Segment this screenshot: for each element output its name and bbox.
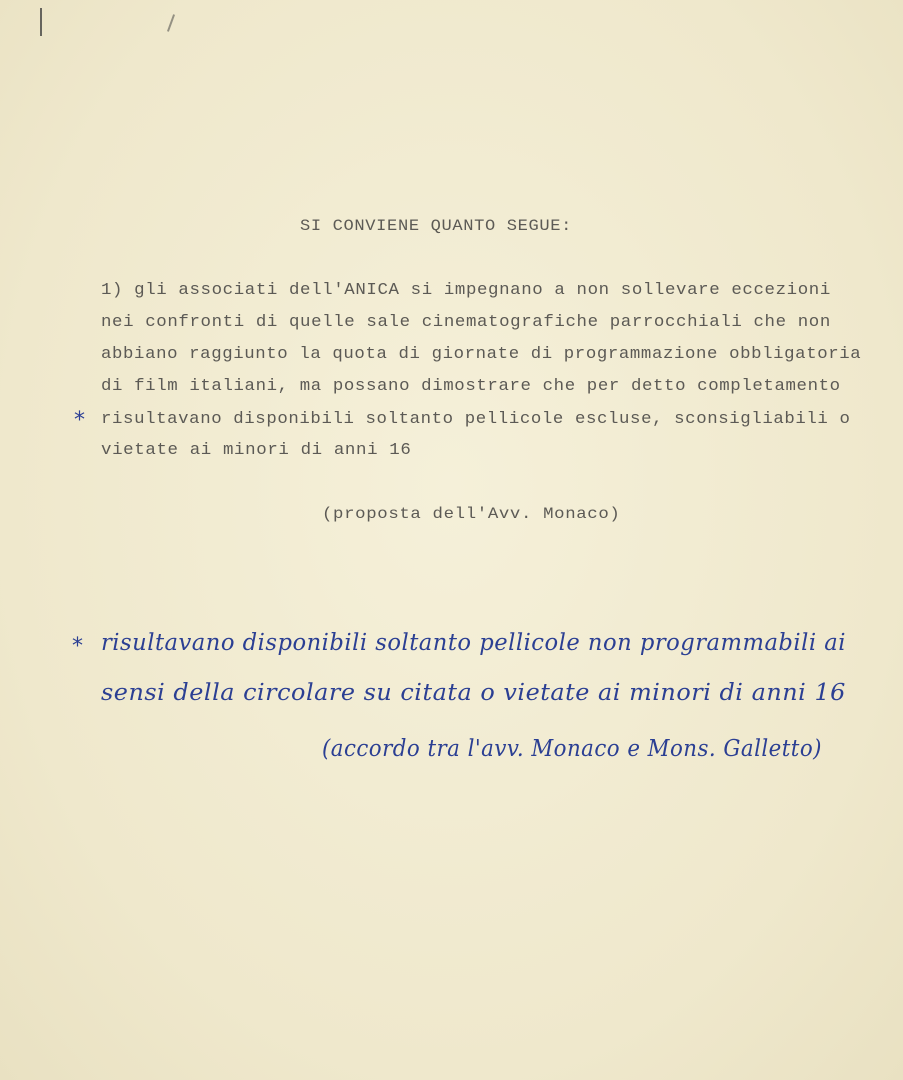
- proposal-note: (proposta dell'Avv. Monaco): [322, 505, 621, 523]
- paragraph-line-5: risultavano disponibili soltanto pellicole escluse, sconsigliabili o: [101, 410, 851, 429]
- handwritten-line-1: risultavano disponibili soltanto pellicole non programmabili ai: [101, 630, 847, 656]
- handwritten-asterisk: *: [72, 634, 83, 659]
- edge-mark-left: [40, 8, 42, 36]
- paragraph-line-2: nei confronti di quelle sale cinematografiche parrocchiali che non: [101, 313, 831, 332]
- handwritten-line-2: sensi della circolare su citata o vietate ai minori di anni 16: [101, 680, 846, 706]
- paragraph-line-1: 1) gli associati dell'ANICA si impegnano a non sollevare eccezioni: [101, 281, 831, 300]
- paragraph-line-4: di film italiani, ma possano dimostrare che per detto completamento: [101, 377, 841, 396]
- typed-asterisk-mark: *: [74, 408, 85, 433]
- document-heading: SI CONVIENE QUANTO SEGUE:: [300, 217, 573, 235]
- paragraph-line-3: abbiano raggiunto la quota di giornate di programmazione obbligatoria: [101, 345, 862, 364]
- paragraph-line-6: vietate ai minori di anni 16: [101, 441, 412, 460]
- edge-mark-right: [167, 14, 175, 32]
- handwritten-line-3: (accordo tra l'avv. Monaco e Mons. Galletto): [322, 736, 822, 762]
